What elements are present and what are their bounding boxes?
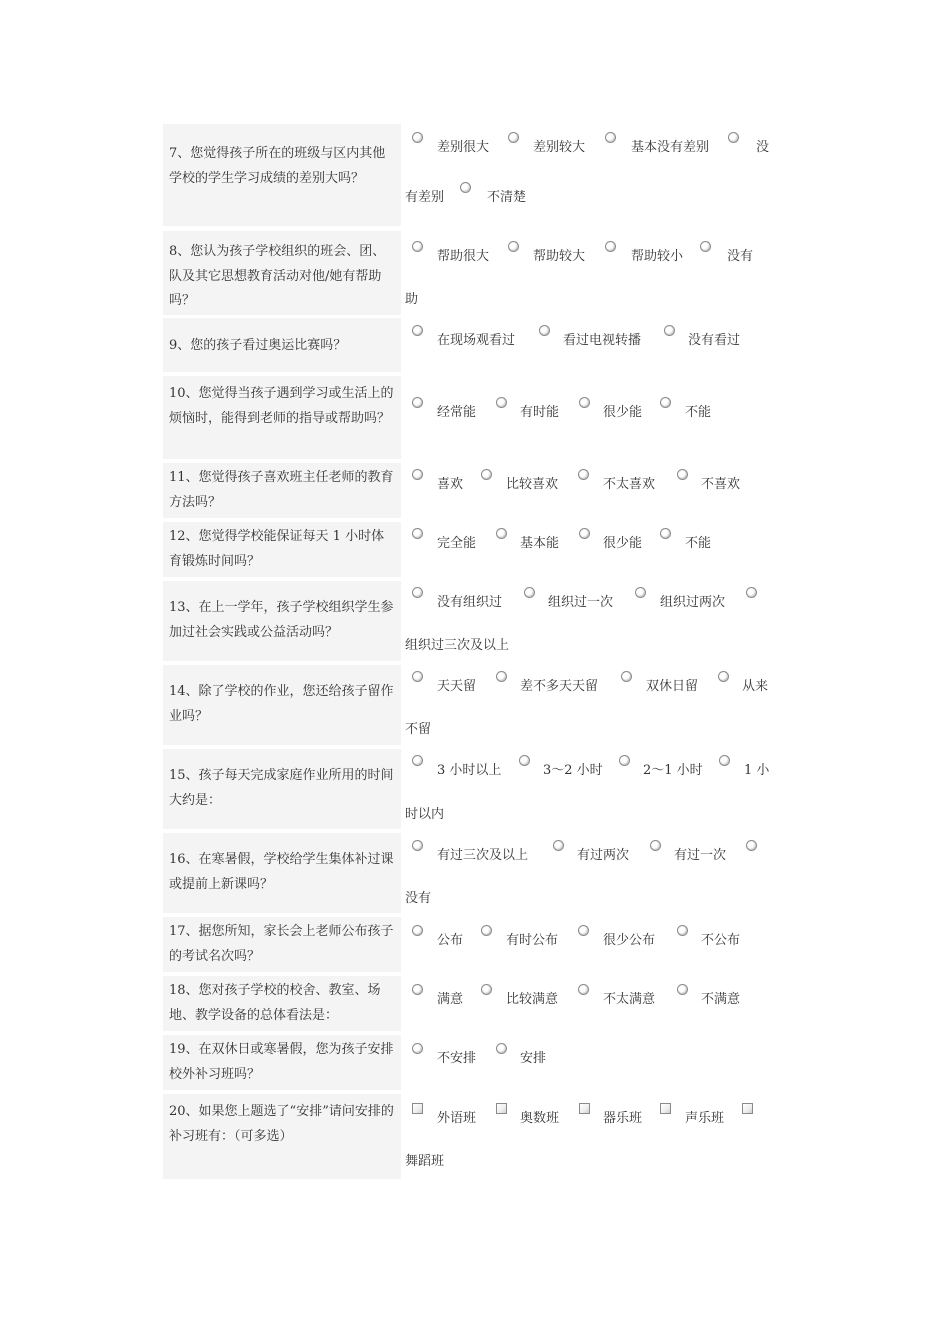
radio-q12-opt1[interactable] bbox=[412, 528, 423, 539]
question-cell bbox=[163, 917, 401, 972]
option-label-q15-opt4: 1 小 bbox=[744, 763, 770, 778]
option-label-q16-opt4: 没有 bbox=[405, 891, 432, 906]
radio-q17-opt2[interactable] bbox=[481, 925, 492, 936]
checkbox-q20-opt3[interactable] bbox=[579, 1103, 590, 1114]
radio-q13-opt2[interactable] bbox=[524, 587, 535, 598]
radio-q14-opt4[interactable] bbox=[718, 671, 729, 682]
option-label-q13-opt2: 组织过一次 bbox=[548, 595, 614, 610]
radio-q16-opt4[interactable] bbox=[746, 840, 757, 851]
option-label-q20-opt2: 奥数班 bbox=[520, 1111, 560, 1126]
radio-q14-opt1[interactable] bbox=[412, 671, 423, 682]
question-text: 9、您的孩子看过奥运比赛吗？ bbox=[169, 338, 347, 353]
option-label-q20-opt3: 器乐班 bbox=[603, 1111, 643, 1126]
question-cell bbox=[163, 581, 401, 661]
checkbox-q20-opt2[interactable] bbox=[496, 1103, 507, 1114]
question-text: 20、如果您上题选了“安排”请问安排的补习班有：（可多选） bbox=[169, 1104, 394, 1144]
question-text: 14、除了学校的作业，您还给孩子留作业吗？ bbox=[169, 684, 394, 724]
radio-q12-opt2[interactable] bbox=[496, 528, 507, 539]
question-text: 11、您觉得孩子喜欢班主任老师的教育方法吗？ bbox=[169, 470, 394, 510]
radio-q8-opt2[interactable] bbox=[508, 241, 519, 252]
radio-q16-opt3[interactable] bbox=[650, 840, 661, 851]
checkbox-q20-opt5[interactable] bbox=[742, 1103, 753, 1114]
question-cell bbox=[163, 833, 401, 913]
radio-q18-opt4[interactable] bbox=[677, 984, 688, 995]
option-label-q11-opt3: 不太喜欢 bbox=[603, 477, 656, 492]
option-label-q9-opt2: 看过电视转播 bbox=[563, 333, 642, 348]
radio-q12-opt3[interactable] bbox=[579, 528, 590, 539]
radio-q7-opt4[interactable] bbox=[728, 132, 739, 143]
option-label-q14-opt2: 差不多天天留 bbox=[520, 679, 599, 694]
option-label-q9-opt3: 没有看过 bbox=[688, 333, 741, 348]
option-label-q14-opt1: 天天留 bbox=[437, 679, 477, 694]
radio-q7-opt3[interactable] bbox=[605, 132, 616, 143]
radio-q16-opt1[interactable] bbox=[412, 840, 423, 851]
option-label-q18-opt2: 比较满意 bbox=[506, 992, 559, 1007]
radio-q17-opt1[interactable] bbox=[412, 925, 423, 936]
option-label-q7-opt3: 基本没有差别 bbox=[631, 140, 710, 155]
option-label-q13-opt1: 没有组织过 bbox=[437, 595, 503, 610]
radio-q10-opt1[interactable] bbox=[412, 397, 423, 408]
question-text: 16、在寒暑假，学校给学生集体补过课或提前上新课吗？ bbox=[169, 852, 394, 892]
radio-q9-opt1[interactable] bbox=[412, 325, 423, 336]
radio-q11-opt4[interactable] bbox=[677, 469, 688, 480]
radio-q15-opt3[interactable] bbox=[619, 755, 630, 766]
option-label-q19-opt2: 安排 bbox=[520, 1051, 547, 1066]
option-label-q18-opt3: 不太满意 bbox=[603, 992, 656, 1007]
option-label-q10-opt3: 很少能 bbox=[603, 405, 643, 420]
question-cell bbox=[163, 1094, 401, 1179]
option-label-q15-opt3: 2～1 小时 bbox=[643, 763, 703, 778]
option-label-q19-opt1: 不安排 bbox=[437, 1051, 477, 1066]
option-label-q10-opt2: 有时能 bbox=[520, 405, 560, 420]
radio-q17-opt3[interactable] bbox=[578, 925, 589, 936]
option-label-q12-opt4: 不能 bbox=[685, 536, 712, 551]
option-label-q14-opt4: 不留 bbox=[405, 722, 432, 737]
question-text: 7、您觉得孩子所在的班级与区内其他学校的学生学习成绩的差别大吗？ bbox=[169, 146, 386, 186]
radio-q12-opt4[interactable] bbox=[660, 528, 671, 539]
radio-q8-opt3[interactable] bbox=[605, 241, 616, 252]
radio-q8-opt4[interactable] bbox=[700, 241, 711, 252]
radio-q11-opt1[interactable] bbox=[412, 469, 423, 480]
radio-q9-opt3[interactable] bbox=[664, 325, 675, 336]
radio-q10-opt4[interactable] bbox=[660, 397, 671, 408]
radio-q13-opt4[interactable] bbox=[746, 587, 757, 598]
option-label-q11-opt1: 喜欢 bbox=[437, 477, 464, 492]
question-cell bbox=[163, 522, 401, 577]
question-cell bbox=[163, 463, 401, 518]
option-label-q12-opt3: 很少能 bbox=[603, 536, 643, 551]
question-text: 15、孩子每天完成家庭作业所用的时间大约是： bbox=[169, 768, 394, 808]
question-text: 19、在双休日或寒暑假，您为孩子安排校外补习班吗？ bbox=[169, 1042, 394, 1082]
option-label-q8-opt4: 没有 bbox=[727, 249, 754, 264]
option-label-q8-opt2: 帮助较大 bbox=[533, 249, 586, 264]
option-label-q17-opt2: 有时公布 bbox=[506, 933, 559, 948]
option-label-q7-opt2: 差别较大 bbox=[533, 140, 586, 155]
option-label-q17-opt1: 公布 bbox=[437, 933, 464, 948]
option-label-q18-opt1: 满意 bbox=[437, 992, 464, 1007]
option-label-q20-opt5: 舞蹈班 bbox=[405, 1154, 445, 1169]
radio-q18-opt2[interactable] bbox=[481, 984, 492, 995]
option-label-q13-opt4: 组织过三次及以上 bbox=[405, 638, 510, 653]
option-label-q16-opt2: 有过两次 bbox=[577, 848, 630, 863]
question-cell bbox=[163, 376, 401, 459]
option-label-q10-opt4: 不能 bbox=[685, 405, 712, 420]
question-text: 12、您觉得学校能保证每天 1 小时体育锻炼时间吗？ bbox=[169, 529, 385, 569]
radio-q9-opt2[interactable] bbox=[539, 325, 550, 336]
option-label-q17-opt4: 不公布 bbox=[701, 933, 741, 948]
radio-q8-opt1[interactable] bbox=[412, 241, 423, 252]
option-label-q7-opt4: 没 bbox=[756, 140, 770, 155]
radio-q13-opt1[interactable] bbox=[412, 587, 423, 598]
option-label-q17-opt3: 很少公布 bbox=[603, 933, 656, 948]
option-label-q14-opt4: 从来 bbox=[742, 679, 769, 694]
option-label-q8-opt3: 帮助较小 bbox=[631, 249, 684, 264]
checkbox-q20-opt1[interactable] bbox=[412, 1103, 423, 1114]
question-text: 17、据您所知，家长会上老师公布孩子的考试名次吗？ bbox=[169, 924, 394, 964]
radio-q14-opt2[interactable] bbox=[496, 671, 507, 682]
radio-q18-opt1[interactable] bbox=[412, 984, 423, 995]
question-cell bbox=[163, 749, 401, 829]
option-label-q16-opt1: 有过三次及以上 bbox=[437, 848, 529, 863]
radio-q15-opt4[interactable] bbox=[719, 755, 730, 766]
option-label-q12-opt1: 完全能 bbox=[437, 536, 477, 551]
question-cell bbox=[163, 976, 401, 1031]
radio-q13-opt3[interactable] bbox=[635, 587, 646, 598]
option-label-q20-opt1: 外语班 bbox=[437, 1111, 477, 1126]
question-cell bbox=[163, 665, 401, 745]
option-label-q13-opt3: 组织过两次 bbox=[660, 595, 726, 610]
radio-q14-opt3[interactable] bbox=[621, 671, 632, 682]
radio-q7-opt2[interactable] bbox=[508, 132, 519, 143]
option-label-q7-opt4: 有差别 bbox=[405, 190, 445, 205]
radio-q17-opt4[interactable] bbox=[677, 925, 688, 936]
option-label-q7-opt1: 差别很大 bbox=[437, 140, 490, 155]
option-label-q10-opt1: 经常能 bbox=[437, 405, 477, 420]
option-label-q11-opt4: 不喜欢 bbox=[701, 477, 741, 492]
radio-q7-opt1[interactable] bbox=[412, 132, 423, 143]
question-cell bbox=[163, 318, 401, 372]
radio-q10-opt3[interactable] bbox=[579, 397, 590, 408]
radio-q15-opt1[interactable] bbox=[412, 755, 423, 766]
question-cell bbox=[163, 124, 401, 226]
option-label-q9-opt1: 在现场观看过 bbox=[437, 333, 516, 348]
radio-q18-opt3[interactable] bbox=[578, 984, 589, 995]
question-cell bbox=[163, 1035, 401, 1090]
radio-q7-opt5[interactable] bbox=[460, 182, 471, 193]
option-label-q12-opt2: 基本能 bbox=[520, 536, 560, 551]
option-label-q7-opt5: 不清楚 bbox=[487, 190, 527, 205]
option-label-q15-opt2: 3～2 小时 bbox=[543, 763, 603, 778]
question-cell bbox=[163, 231, 401, 315]
radio-q10-opt2[interactable] bbox=[496, 397, 507, 408]
checkbox-q20-opt4[interactable] bbox=[660, 1103, 671, 1114]
option-label-q15-opt4: 时以内 bbox=[405, 807, 445, 822]
radio-q11-opt3[interactable] bbox=[578, 469, 589, 480]
question-text: 8、您认为孩子学校组织的班会、团、队及其它思想教育活动对他/她有帮助吗？ bbox=[169, 244, 386, 308]
radio-q16-opt2[interactable] bbox=[553, 840, 564, 851]
option-label-q15-opt1: 3 小时以上 bbox=[437, 763, 502, 778]
question-text: 18、您对孩子学校的校舍、教室、场地、教学设备的总体看法是： bbox=[169, 983, 381, 1023]
radio-q19-opt1[interactable] bbox=[412, 1043, 423, 1054]
radio-q19-opt2[interactable] bbox=[496, 1043, 507, 1054]
option-label-q8-opt4: 助 bbox=[405, 292, 419, 307]
option-label-q20-opt4: 声乐班 bbox=[685, 1111, 725, 1126]
option-label-q18-opt4: 不满意 bbox=[701, 992, 741, 1007]
option-label-q16-opt3: 有过一次 bbox=[674, 848, 727, 863]
question-text: 10、您觉得当孩子遇到学习或生活上的烦恼时，能得到老师的指导或帮助吗？ bbox=[169, 386, 394, 426]
radio-q11-opt2[interactable] bbox=[481, 469, 492, 480]
option-label-q8-opt1: 帮助很大 bbox=[437, 249, 490, 264]
option-label-q14-opt3: 双休日留 bbox=[646, 679, 699, 694]
option-label-q11-opt2: 比较喜欢 bbox=[506, 477, 559, 492]
question-text: 13、在上一学年，孩子学校组织学生参加过社会实践或公益活动吗？ bbox=[169, 600, 394, 640]
radio-q15-opt2[interactable] bbox=[519, 755, 530, 766]
